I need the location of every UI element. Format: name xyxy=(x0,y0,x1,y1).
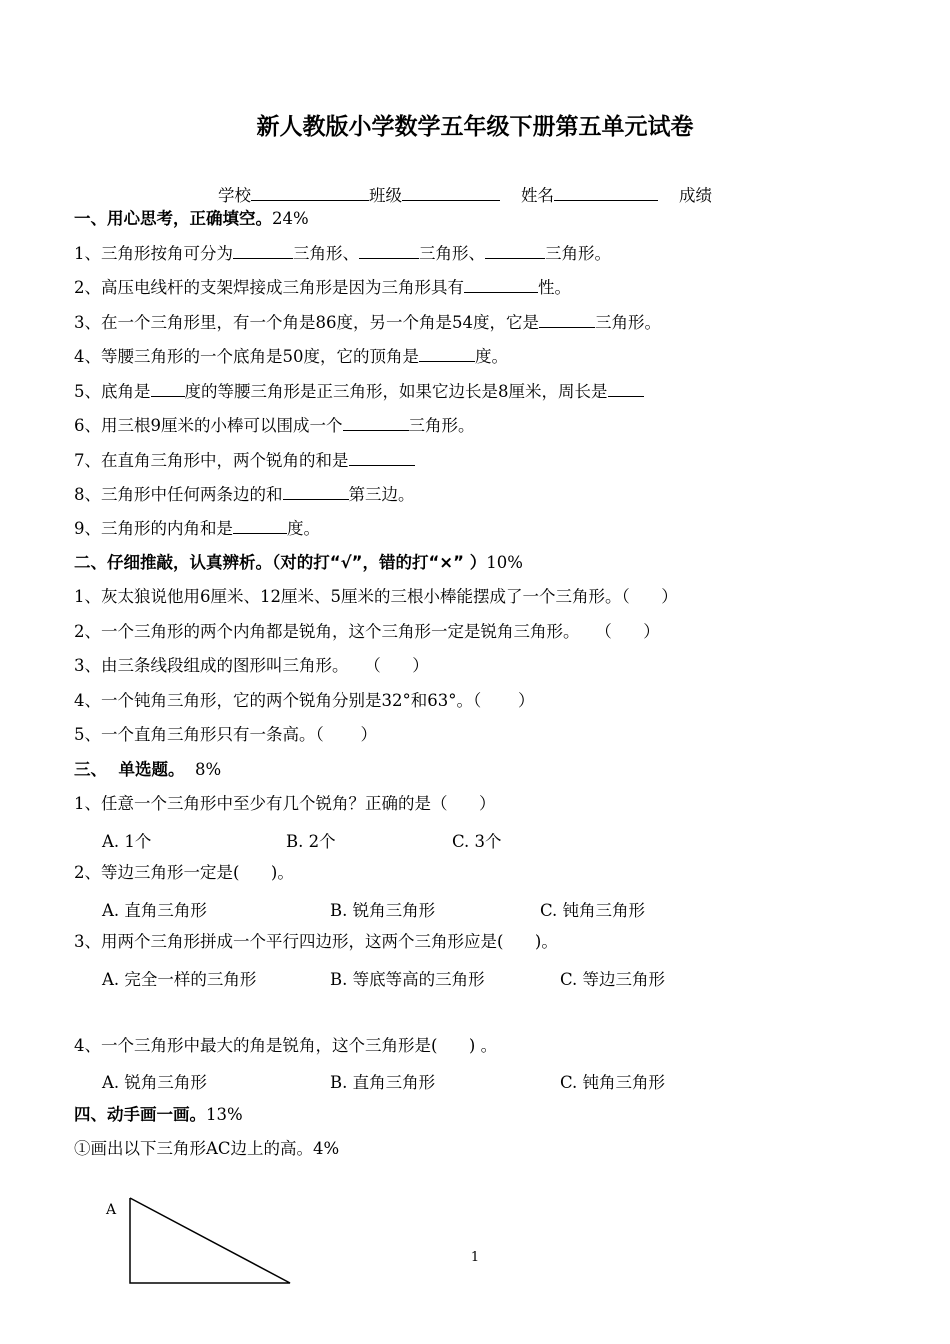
answer-blank[interactable] xyxy=(233,242,293,259)
vertex-label-a: A xyxy=(106,1202,117,1218)
choice-option-a[interactable]: A. 完全一样的三角形 xyxy=(102,970,257,989)
answer-blank[interactable] xyxy=(419,345,475,362)
section-1-heading: 一、用心思考，正确填空。24% xyxy=(74,209,309,228)
judge-question-3[interactable]: 3、由三条线段组成的图形叫三角形。 （ ） xyxy=(74,656,429,675)
fill-question-9: 9、三角形的内角和是 度。 xyxy=(74,519,320,538)
fill-question-2: 2、高压电线杆的支架焊接成三角形是因为三角形具有 性。 xyxy=(74,278,571,297)
choice-question-4: 4、一个三角形中最大的角是锐角，这个三角形是( ) 。 xyxy=(74,1036,498,1055)
judge-question-1[interactable]: 1、灰太狼说他用6厘米、12厘米、5厘米的三根小棒能摆成了一个三角形。（ ） xyxy=(74,587,678,606)
choice-option-c[interactable]: C. 3个 xyxy=(452,832,502,851)
fill-question-3: 3、在一个三角形里，有一个角是86度，另一个角是54度，它是 三角形。 xyxy=(74,313,661,332)
judge-question-5[interactable]: 5、一个直角三角形只有一条高。（ ） xyxy=(74,725,377,744)
page-title: 新人教版小学数学五年级下册第五单元试卷 xyxy=(256,114,694,140)
section-3-heading: 三、 单选题。 8% xyxy=(74,760,222,779)
choice-option-c[interactable]: C. 钝角三角形 xyxy=(540,901,646,920)
fill-question-6: 6、用三根9厘米的小棒可以围成一个 三角形。 xyxy=(74,416,475,435)
choice-option-b[interactable]: B. 2个 xyxy=(286,832,336,851)
choice-option-a[interactable]: A. 1个 xyxy=(102,832,152,851)
triangle-outline xyxy=(130,1198,290,1283)
class-label: 班级 xyxy=(369,186,402,205)
student-info-row xyxy=(218,182,712,206)
answer-blank[interactable] xyxy=(359,242,419,259)
page-number: 1 xyxy=(470,1250,480,1265)
section-4-heading: 四、动手画一画。13% xyxy=(74,1105,243,1124)
judge-question-4[interactable]: 4、一个钝角三角形，它的两个锐角分别是32°和63°。（ ） xyxy=(74,691,535,710)
judge-question-2[interactable]: 2、一个三角形的两个内角都是锐角，这个三角形一定是锐角三角形。 （ ） xyxy=(74,622,660,641)
school-label: 学校 xyxy=(218,186,251,205)
choice-question-3: 3、用两个三角形拼成一个平行四边形，这两个三角形应是( )。 xyxy=(74,932,558,951)
section-2-heading: 二、仔细推敲，认真辨析。（对的打“√”，错的打“×” ）10% xyxy=(74,553,523,572)
school-blank[interactable] xyxy=(251,184,369,201)
choice-option-b[interactable]: B. 锐角三角形 xyxy=(330,901,436,920)
answer-blank[interactable] xyxy=(485,242,545,259)
choice-option-b[interactable]: B. 直角三角形 xyxy=(330,1073,436,1092)
name-blank[interactable] xyxy=(554,184,658,201)
answer-blank[interactable] xyxy=(349,449,415,466)
name-label: 姓名 xyxy=(520,186,554,205)
choice-option-a[interactable]: A. 直角三角形 xyxy=(102,901,207,920)
triangle-figure[interactable] xyxy=(120,1190,320,1290)
choice-option-c[interactable]: C. 钝角三角形 xyxy=(560,1073,666,1092)
answer-blank[interactable] xyxy=(464,276,538,293)
choice-question-1: 1、任意一个三角形中至少有几个锐角？正确的是（ ） xyxy=(74,794,496,813)
answer-blank[interactable] xyxy=(343,414,409,431)
score-label: 成绩 xyxy=(678,186,712,205)
fill-question-5: 5、底角是 度的等腰三角形是正三角形，如果它边长是8厘米，周长是 xyxy=(74,380,644,403)
choice-option-b[interactable]: B. 等底等高的三角形 xyxy=(330,970,485,989)
choice-option-a[interactable]: A. 锐角三角形 xyxy=(102,1073,207,1092)
fill-question-7: 7、在直角三角形中，两个锐角的和是 xyxy=(74,449,415,472)
answer-blank[interactable] xyxy=(539,311,595,328)
answer-blank[interactable] xyxy=(151,380,185,397)
answer-blank[interactable] xyxy=(608,380,644,397)
answer-blank[interactable] xyxy=(233,517,287,534)
fill-question-4: 4、等腰三角形的一个底角是50度，它的顶角是 度。 xyxy=(74,347,508,366)
answer-blank[interactable] xyxy=(283,483,349,500)
choice-option-c[interactable]: C. 等边三角形 xyxy=(560,970,666,989)
fill-question-8: 8、三角形中任何两条边的和 第三边。 xyxy=(74,485,415,504)
class-blank[interactable] xyxy=(402,184,500,201)
fill-question-1: 1、三角形按角可分为 三角形、 三角形、 三角形。 xyxy=(74,244,611,263)
choice-question-2: 2、等边三角形一定是( )。 xyxy=(74,863,294,882)
drawing-question-1: ①画出以下三角形AC边上的高。4% xyxy=(74,1139,340,1158)
